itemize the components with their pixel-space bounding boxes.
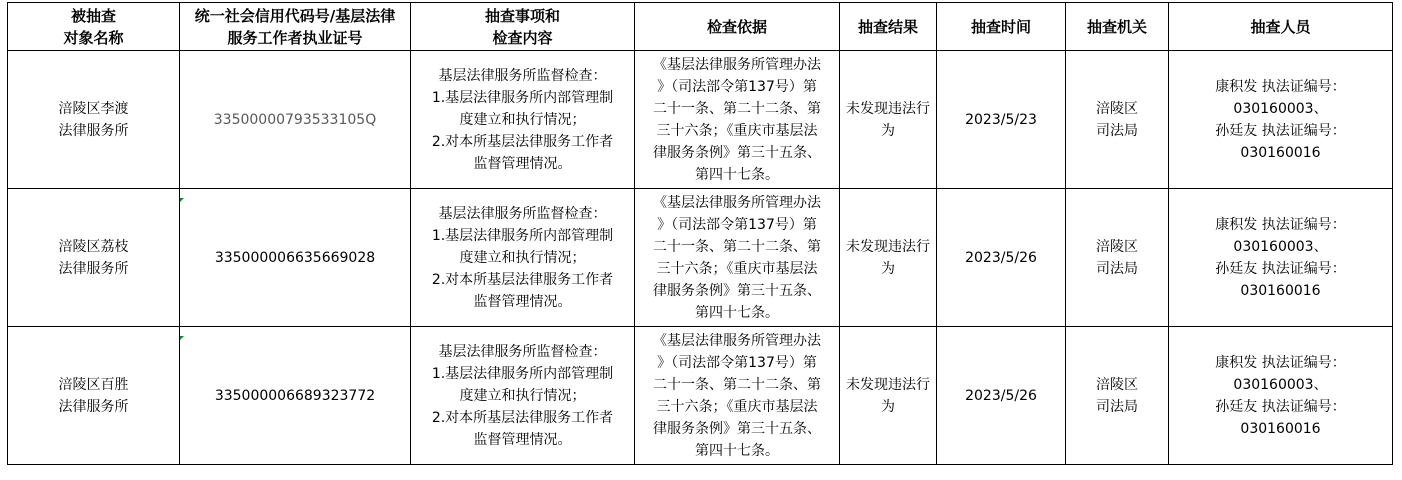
cell-inspection-content[interactable]: 基层法律服务所监督检查： 1.基层法律服务所内部管理制 度建立和执行情况； 2.对本所基层法律服务工作者 监督管理情况。 <box>411 51 635 189</box>
table-row <box>8 327 1393 465</box>
cell-object-name[interactable]: 涪陵区李渡 法律服务所 <box>8 51 180 189</box>
cell-result[interactable]: 未发现违法行为 <box>840 189 937 327</box>
cell-staff[interactable]: 康积发 执法证编号： 030160003、 孙廷友 执法证编号： 030160016 <box>1169 51 1393 189</box>
cell-date[interactable]: 2023/5/23 <box>937 51 1066 189</box>
header-agency[interactable]: 抽查机关 <box>1066 3 1169 51</box>
cell-basis[interactable]: 《基层法律服务所管理办法 》（司法部令第137号）第 二十一条、第二十二条、第 三十六条；《重庆市基层法 律服务条例》第三十五条、 第四十七条。 <box>635 327 840 465</box>
table-row <box>8 189 1393 327</box>
cell-agency[interactable]: 涪陵区 司法局 <box>1066 51 1169 189</box>
header-staff[interactable]: 抽查人员 <box>1169 3 1393 51</box>
header-basis[interactable]: 检查依据 <box>635 3 840 51</box>
cell-staff[interactable]: 康积发 执法证编号： 030160003、 孙廷友 执法证编号： 030160016 <box>1169 327 1393 465</box>
header-credit-code[interactable]: 统一社会信用代码号/基层法律 服务工作者执业证号 <box>180 3 411 51</box>
cell-inspection-content[interactable]: 基层法律服务所监督检查： 1.基层法律服务所内部管理制 度建立和执行情况； 2.对本所基层法律服务工作者 监督管理情况。 <box>411 189 635 327</box>
header-inspection-items[interactable]: 抽查事项和 检查内容 <box>411 3 635 51</box>
header-row <box>8 3 1393 51</box>
cell-credit-code[interactable]: 335000006689323772 <box>180 327 411 465</box>
cell-credit-code[interactable]: 33500000793533105Q <box>180 51 411 189</box>
cell-result[interactable]: 未发现违法行为 <box>840 327 937 465</box>
cell-inspection-content[interactable]: 基层法律服务所监督检查： 1.基层法律服务所内部管理制 度建立和执行情况； 2.对本所基层法律服务工作者 监督管理情况。 <box>411 327 635 465</box>
cell-comment-marker-icon <box>180 336 184 340</box>
header-date[interactable]: 抽查时间 <box>937 3 1066 51</box>
cell-object-name[interactable]: 涪陵区荔枝 法律服务所 <box>8 189 180 327</box>
cell-basis[interactable]: 《基层法律服务所管理办法 》（司法部令第137号）第 二十一条、第二十二条、第 三十六条；《重庆市基层法 律服务条例》第三十五条、 第四十七条。 <box>635 51 840 189</box>
cell-date[interactable]: 2023/5/26 <box>937 189 1066 327</box>
table-row <box>8 51 1393 189</box>
cell-result[interactable]: 未发现违法行为 <box>840 51 937 189</box>
cell-agency[interactable]: 涪陵区 司法局 <box>1066 327 1169 465</box>
header-object-name[interactable]: 被抽查 对象名称 <box>8 3 180 51</box>
cell-credit-code[interactable]: 335000006635669028 <box>180 189 411 327</box>
cell-object-name[interactable]: 涪陵区百胜 法律服务所 <box>8 327 180 465</box>
cell-date[interactable]: 2023/5/26 <box>937 327 1066 465</box>
cell-staff[interactable]: 康积发 执法证编号： 030160003、 孙廷友 执法证编号： 030160016 <box>1169 189 1393 327</box>
inspection-table <box>7 2 1393 465</box>
header-result[interactable]: 抽查结果 <box>840 3 937 51</box>
cell-agency[interactable]: 涪陵区 司法局 <box>1066 189 1169 327</box>
cell-comment-marker-icon <box>180 198 184 202</box>
cell-basis[interactable]: 《基层法律服务所管理办法 》（司法部令第137号）第 二十一条、第二十二条、第 三十六条；《重庆市基层法 律服务条例》第三十五条、 第四十七条。 <box>635 189 840 327</box>
